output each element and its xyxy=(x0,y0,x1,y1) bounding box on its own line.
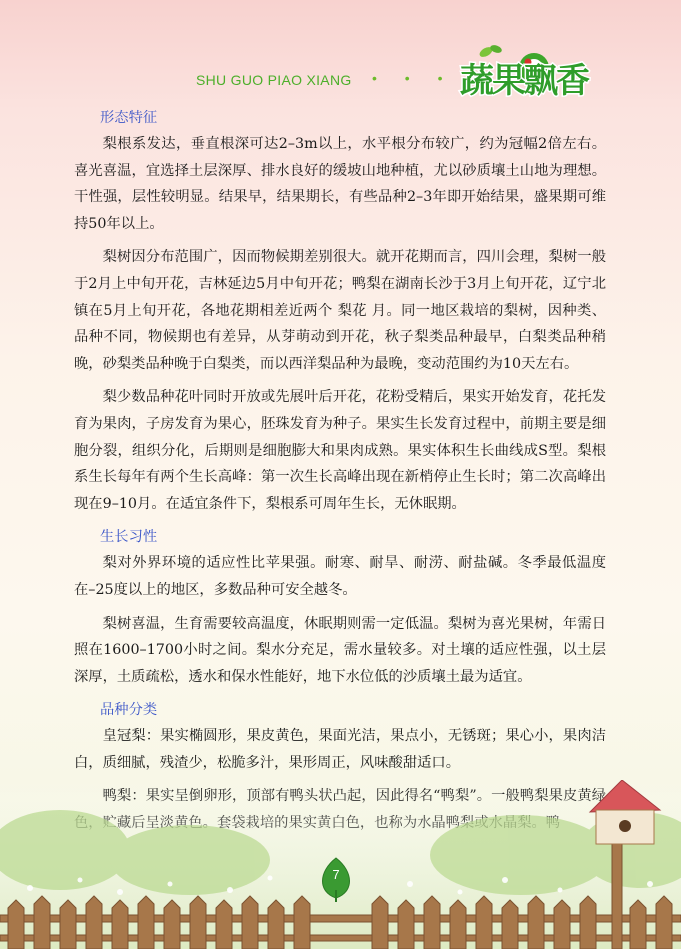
paragraph: 梨对外界环境的适应性比苹果强。耐寒、耐旱、耐涝、耐盐碱。冬季最低温度在–25度以上的地区，多数品种可安全越冬。 xyxy=(74,555,606,598)
section-heading-morphology: 形态特征 xyxy=(100,110,158,126)
page-number: 7 xyxy=(332,867,340,882)
paragraph: 梨树因分布范围广，因而物候期差别很大。就开花期而言，四川会理，梨树一般于2月上中旬开花，吉林延边5月中旬开花；鸭梨在湖南长沙于3月上旬开花，辽宁北镇在5月上旬开花，各地花期相差近两个 梨花 月。同一地区栽培的梨树，因种类、品种不同，物候期也有差异，从芽萌动到开花，秋子梨类品种最早，白梨类品种稍晚，砂梨类品种晚于白梨类，而以西洋梨品种为最晚，变动范围约为10天左右。 xyxy=(74,249,606,372)
article-body xyxy=(74,105,606,844)
paragraph: 梨少数品种花叶同时开放或先展叶后开花，花粉受精后，果实开始发育，花托发育为果肉，子房发育为果心，胚珠发育为种子。果实生长发育过程中，前期主要是细胞分裂，组织分化，后期则是细胞膨大和果肉成熟。果实体积生长曲线成S型。梨根系生长每年有两个生长高峰：第一次生长高峰出现在新梢停止生长时；第二次高峰出现在9–10月。在适宜条件下，梨根系可周年生长，无休眠期。 xyxy=(74,389,606,512)
header-dots: • • • xyxy=(372,70,455,86)
logo xyxy=(456,42,606,104)
running-title: SHU GUO PIAO XIANG xyxy=(196,72,352,88)
section-heading-growth-habit: 生长习性 xyxy=(100,529,158,546)
paragraph: 梨根系发达，垂直根深可达2–3m以上，水平根分布较广，约为冠幅2倍左右。喜光喜温，宜选择土层深厚、排水良好的缓坡山地种植，尤以砂质壤土山地为理想。干性强，层性较明显。结果早，结果期长，有些品种2–3年即开始结果，盛果期可维持50年以上。 xyxy=(74,136,606,232)
section-heading-varieties: 品种分类 xyxy=(100,702,158,719)
logo-text: 蔬果飘香 xyxy=(460,61,588,101)
paragraph: 梨树喜温，生育需要较高温度，休眠期则需一定低温。梨树为喜光果树，年需日照在1600–1700小时之间。梨水分充足，需水量较多。对土壤的适应性强，以土层深厚，土质疏松，透水和保水性能好，地下水位低的沙质壤土最为适宜。 xyxy=(74,615,606,685)
paragraph: 皇冠梨：果实椭圆形，果皮黄色，果面光洁，果点小，无锈斑；果心小，果肉洁白，质细腻，残渣少，松脆多汁，果形周正，风味酸甜适口。 xyxy=(74,728,606,771)
